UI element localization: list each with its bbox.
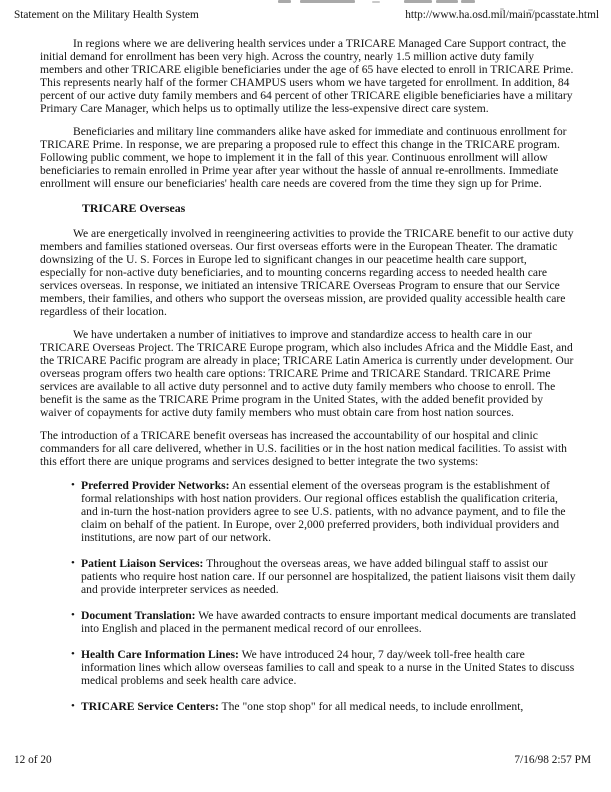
header-document-title: Statement on the Military Health System bbox=[14, 9, 199, 21]
body-paragraph: We have undertaken a number of initiatives to improve and standardize access to health care in our TRICARE Overseas Project. The TRICARE Europe program, which also includes Africa and the Middle East, and the TRICARE Pacific program are already in place; TRICARE Latin America is currently under development. Our overseas program offers two health care options: TRICARE Prime and TRICARE Standard. TRICARE Prime services are available to all active duty personnel and to active duty family members who choose to enroll. The benefit is the same as the TRICARE Prime program in the United States, with the added benefit provided by waiver of copayments for active duty family members who must obtain care from host nation sources. bbox=[40, 328, 574, 419]
bullet-item bbox=[40, 479, 576, 544]
bullet-icon: • bbox=[71, 700, 75, 712]
scan-artifact bbox=[436, 0, 458, 3]
scan-artifact bbox=[461, 0, 475, 3]
scan-artifact bbox=[278, 0, 291, 3]
bullet-item bbox=[40, 648, 576, 687]
bullet-text: We have introduced 24 hour, 7 day/week toll-free health care information lines which allow overseas families to call and speak to a nurse in the United States to discuss medical problems and seek health care advice. bbox=[81, 648, 575, 687]
scan-artifact bbox=[300, 0, 355, 3]
print-header bbox=[14, 9, 599, 22]
footer-page-number: 12 of 20 bbox=[14, 754, 52, 766]
bullet-icon: • bbox=[71, 479, 75, 491]
body-paragraph: Beneficiaries and military line commanders alike have asked for immediate and continuous enrollment for TRICARE Prime. In response, we are preparing a proposed rule to effect this change in the TRICARE program. Following public comment, we hope to implement it in the fall of this year. Continuous enrollment will allow beneficiaries to remain enrolled in Prime year after year without the hassle of annual re-enrollments. Immediate enrollment will ensure our beneficiaries' health care needs are covered from the time they sign up for Prime. bbox=[40, 125, 567, 190]
bullet-icon: • bbox=[71, 648, 75, 660]
scan-artifact bbox=[404, 0, 432, 3]
print-footer bbox=[14, 754, 591, 767]
bullet-label: Document Translation: bbox=[81, 609, 196, 622]
bullet-icon: • bbox=[71, 557, 75, 569]
body-paragraph: We are energetically involved in reengineering activities to provide the TRICARE benefit to our active duty members and families stationed overseas. Our first overseas efforts were in the European Theater. The dramatic downsizing of the U. S. Forces in Europe led to significant changes in our peacetime health care support, especially for non-active duty beneficiaries, and to mounting concerns regarding access to needed health care services overseas. In response, we initiated an intensive TRICARE Overseas Program to ensure that our Service members, their families, and others who support the overseas mission, are provided quality accessible health care regardless of their location. bbox=[40, 227, 574, 318]
bullet-label: Preferred Provider Networks: bbox=[81, 479, 230, 492]
bullet-text: Throughout the overseas areas, we have added bilingual staff to assist our patients who require host nation care. If our personnel are hospitalized, the patient liaisons visit them daily and provide interpreter services as needed. bbox=[81, 557, 576, 596]
bullet-label: TRICARE Service Centers: bbox=[81, 700, 219, 713]
bullet-text: We have awarded contracts to ensure important medical documents are translated into English and placed in the permanent medical record of our enrollees. bbox=[81, 609, 576, 635]
bullet-icon: • bbox=[71, 609, 75, 621]
section-heading-tricare-overseas: TRICARE Overseas bbox=[82, 201, 186, 215]
bullet-item bbox=[40, 700, 576, 713]
header-url: http://www.ha.osd.mil/main/pcasstate.html bbox=[405, 9, 599, 21]
bullet-text: The "one stop shop" for all medical needs, to include enrollment, bbox=[221, 700, 524, 713]
footer-timestamp: 7/16/98 2:57 PM bbox=[514, 754, 591, 766]
bullet-item bbox=[40, 609, 576, 635]
bullet-text: An essential element of the overseas program is the establishment of formal relationships with host nation providers. Our regional offices establish the qualification criteria, and in-turn the host-nation providers agree to see U.S. patients, with no advance payment, and to file the claim on behalf of the patient. In Europe, over 2,000 preferred providers, both individual providers and institutions, are now part of our network. bbox=[81, 479, 566, 544]
body-paragraph: The introduction of a TRICARE benefit overseas has increased the accountability of our hospital and clinic commanders for all care delivered, whether in U.S. facilities or in the host nation medical facilities. To assist with this effort there are unique programs and services designed to better integrate the two systems: bbox=[40, 429, 567, 468]
bullet-list bbox=[40, 479, 576, 713]
bullet-item bbox=[40, 557, 576, 596]
document-body bbox=[40, 37, 576, 726]
body-paragraph: In regions where we are delivering health services under a TRICARE Managed Care Support contract, the initial demand for enrollment has been very high. Across the country, nearly 1.5 million active duty family members and other TRICARE eligible beneficiaries under the age of 65 have elected to enroll in TRICARE Prime. This represents nearly half of the former CHAMPUS users whom we have targeted for enrollment. In addition, 84 percent of our active duty family members and 64 percent of other TRICARE eligible beneficiaries have a military Primary Care Manager, which helps us to optimally utilize the less-expensive direct care system. bbox=[40, 37, 574, 115]
bullet-label: Patient Liaison Services: bbox=[81, 557, 204, 570]
scan-artifact bbox=[372, 1, 380, 3]
bullet-label: Health Care Information Lines: bbox=[81, 648, 239, 661]
